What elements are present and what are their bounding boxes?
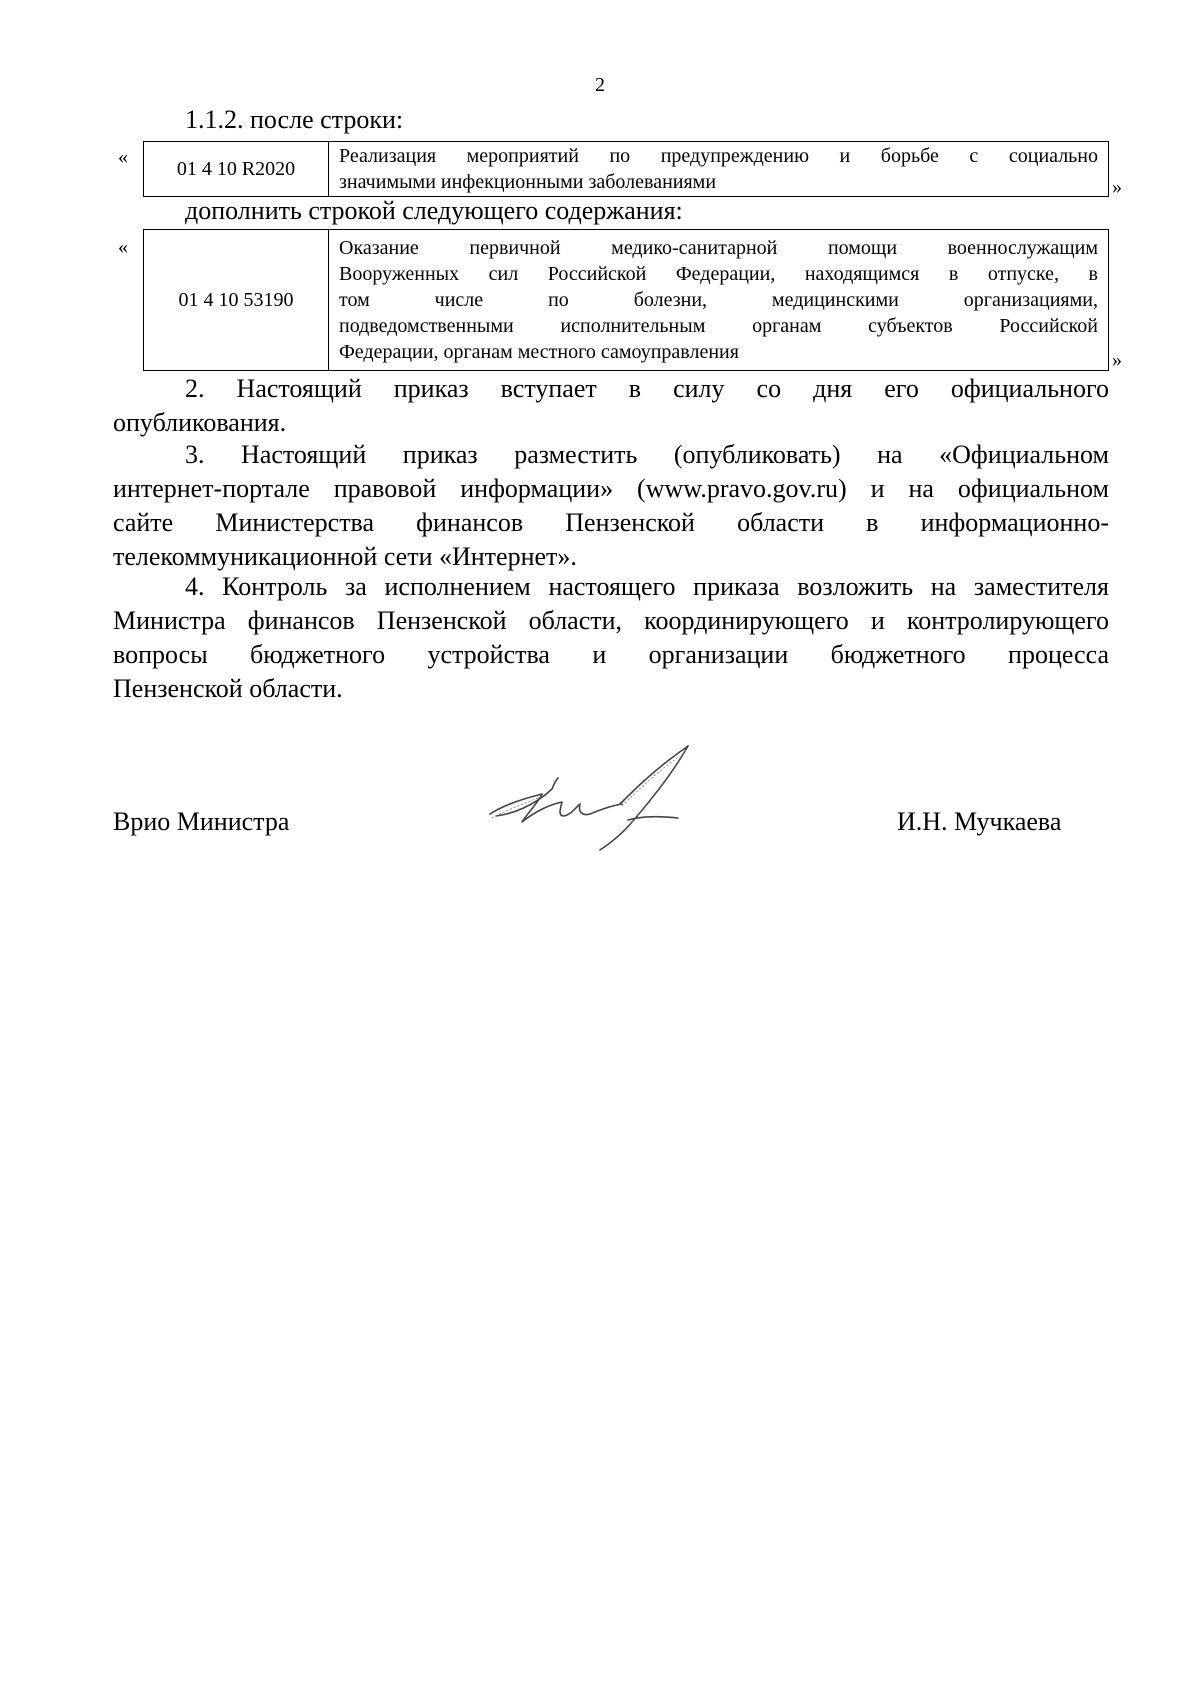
budget-code-cell: 01 4 10 53190: [144, 230, 329, 371]
section-heading-after-row: 1.1.2. после строки:: [185, 105, 404, 134]
close-quote: »: [1112, 349, 1122, 371]
paragraph-line: телекоммуникационной сети «Интернет».: [113, 542, 577, 571]
paragraph-line: 4. Контроль за исполнением настоящего приказа возложить на заместителя: [185, 572, 1109, 601]
handwritten-signature: [482, 744, 722, 864]
description-line: Оказание первичной медико-санитарной помощи военнослужащим: [339, 237, 1098, 259]
paragraph-3: [113, 438, 1109, 574]
paragraph-line: Министра финансов Пензенской области, координирующего и контролирующего: [113, 606, 1109, 635]
paragraph-4: [113, 570, 1109, 706]
paragraph-line: Пензенской области.: [113, 674, 343, 703]
table-row: [144, 142, 1109, 197]
description-line: Вооруженных сил Российской Федерации, находящимся в отпуске, в: [339, 263, 1098, 285]
open-quote: «: [118, 146, 128, 168]
paragraph-line: 2. Настоящий приказ вступает в силу со дня его официального: [185, 374, 1109, 403]
page-number: 2: [595, 74, 605, 96]
description-line: Федерации, органам местного самоуправления: [339, 341, 739, 363]
description-line: том числе по болезни, медицинскими организациями,: [339, 289, 1098, 311]
signatory-name: И.Н. Мучкаева: [897, 807, 1062, 836]
open-quote: «: [118, 236, 128, 258]
budget-description-cell: [329, 142, 1109, 197]
signatory-role: Врио Министра: [113, 807, 290, 836]
budget-code-table-new: [143, 229, 1109, 371]
description-line: значимыми инфекционными заболеваниями: [339, 171, 717, 193]
table-row: [144, 230, 1109, 371]
section-heading-supplement: дополнить строкой следующего содержания:: [185, 196, 683, 225]
paragraph-2: [113, 372, 1109, 440]
paragraph-line: интернет-портале правовой информации» (www.pravo.gov.ru) и на официальном: [113, 474, 1109, 503]
paragraph-line: 3. Настоящий приказ разместить (опубликовать) на «Официальном: [185, 440, 1109, 469]
budget-code-table-existing: [143, 141, 1109, 197]
paragraph-line: опубликования.: [113, 408, 287, 437]
close-quote: »: [1112, 176, 1122, 198]
budget-code-cell: 01 4 10 R2020: [144, 142, 329, 197]
paragraph-line: сайте Министерства финансов Пензенской области в информационно-: [113, 508, 1109, 537]
description-line: Реализация мероприятий по предупреждению и борьбе с социально: [339, 145, 1098, 167]
paragraph-line: вопросы бюджетного устройства и организации бюджетного процесса: [113, 640, 1109, 669]
budget-description-cell: [329, 230, 1109, 371]
description-line: подведомственными исполнительным органам субъектов Российской: [339, 315, 1098, 337]
